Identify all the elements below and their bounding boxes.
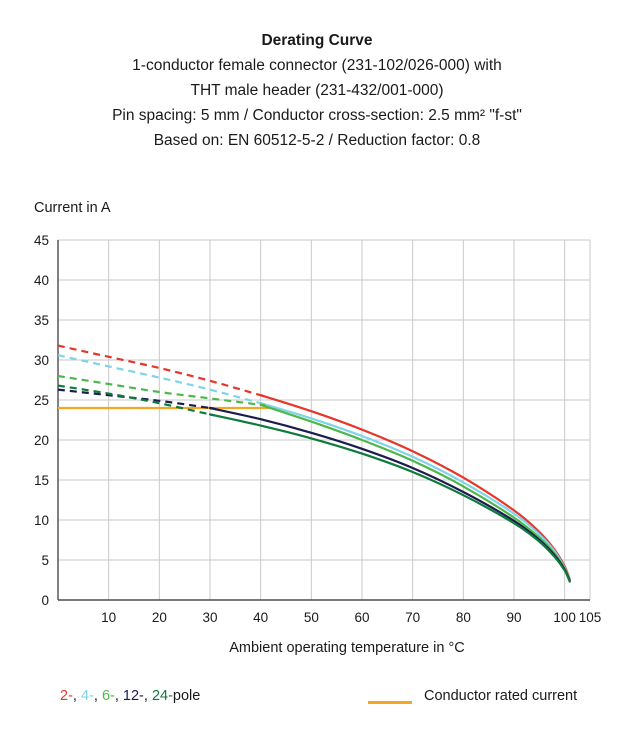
y-tick-label: 20 — [33, 433, 49, 448]
y-tick-label: 5 — [41, 553, 49, 568]
y-tick-label: 30 — [33, 353, 49, 368]
x-tick-label: 60 — [354, 610, 370, 625]
y-tick-label: 0 — [41, 593, 49, 608]
chart-title: Derating Curve — [261, 32, 373, 49]
x-tick-label: 20 — [151, 610, 167, 625]
chart-legend — [0, 688, 634, 718]
legend-pole-6: 6- — [101, 688, 115, 704]
legend-separator: , — [93, 688, 102, 704]
x-tick-label: 90 — [506, 610, 522, 625]
legend-pole-12: 12- — [122, 688, 144, 704]
x-axis-title: Ambient operating temperature in °C — [229, 640, 465, 656]
x-tick-label: 80 — [455, 610, 471, 625]
y-tick-label: 45 — [33, 233, 49, 248]
legend-separator: , — [114, 688, 123, 704]
y-tick-label: 35 — [33, 313, 49, 328]
x-tick-label: 105 — [578, 610, 602, 625]
x-tick-label: 100 — [553, 610, 576, 625]
y-tick-label: 15 — [33, 473, 49, 488]
legend-separator: , — [143, 688, 152, 704]
legend-pole-24: 24- — [151, 688, 173, 704]
legend-pole-2: 2- — [60, 688, 73, 704]
y-tick-label: 25 — [33, 393, 49, 408]
x-tick-label: 10 — [101, 610, 117, 625]
legend-separator: , — [72, 688, 81, 704]
y-axis-title: Current in A — [34, 200, 111, 216]
chart-subtitle-2: THT male header (231-432/001-000) — [190, 82, 444, 99]
chart-subtitle-1: 1-conductor female connector (231-102/026-000) with — [132, 57, 502, 74]
legend-pole-4: 4- — [80, 688, 94, 704]
x-tick-label: 40 — [253, 610, 269, 625]
chart-subtitle-4: Based on: EN 60512-5-2 / Reduction factor: 0.8 — [153, 132, 481, 149]
x-tick-label: 70 — [405, 610, 421, 625]
legend-pole-suffix: pole — [172, 688, 201, 704]
x-tick-label: 30 — [202, 610, 218, 625]
legend-poles — [60, 688, 200, 704]
y-tick-label: 40 — [33, 273, 49, 288]
chart-subtitle-3: Pin spacing: 5 mm / Conductor cross-section: 2.5 mm² "f-st" — [112, 107, 522, 124]
plot-background — [58, 240, 590, 600]
y-tick-label: 10 — [33, 513, 49, 528]
legend-rated-current-swatch — [368, 701, 412, 704]
x-tick-label: 50 — [303, 610, 319, 625]
legend-rated-current-label: Conductor rated current — [424, 688, 578, 704]
